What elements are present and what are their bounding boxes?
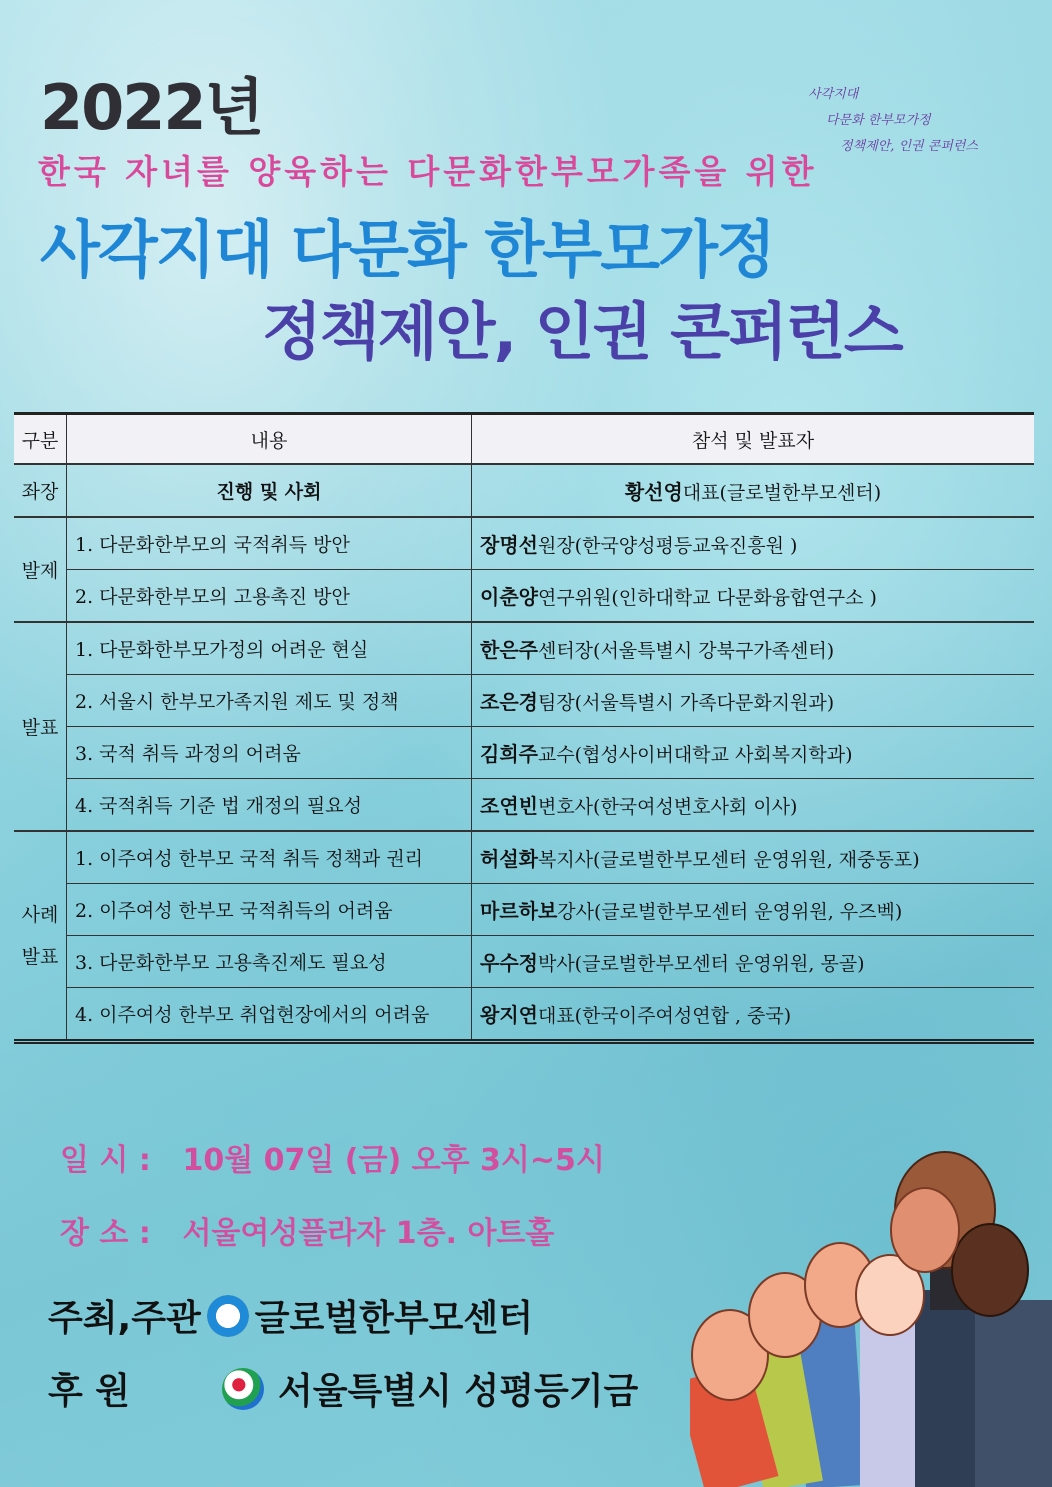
handwritten-note bbox=[808, 82, 1018, 160]
date-value: 10월 07일 (금) 오후 3시~5시 bbox=[182, 1143, 605, 1178]
host-organizer bbox=[48, 1290, 533, 1341]
speaker-cell bbox=[472, 936, 1035, 988]
topic-cell: 2. 다문화한부모의 고용촉진 방안 bbox=[67, 570, 472, 623]
main-title-line1: 사각지대 다문화 한부모가정 bbox=[40, 213, 774, 286]
place-label: 장 소 : bbox=[60, 1216, 151, 1251]
speaker-cell bbox=[472, 517, 1035, 570]
center-logo-icon bbox=[207, 1295, 249, 1337]
host-label: 주최,주관 bbox=[48, 1298, 201, 1339]
table-row bbox=[14, 779, 1034, 832]
topic-cell: 1. 이주여성 한부모 국적 취득 정책과 권리 bbox=[67, 831, 472, 884]
speaker-name: 왕지연 bbox=[480, 1003, 538, 1027]
sponsor bbox=[48, 1363, 638, 1414]
schedule-table bbox=[14, 412, 1034, 1044]
category-cell: 사례 발표 bbox=[14, 831, 67, 1042]
speaker-cell bbox=[472, 779, 1035, 832]
seoul-logo-icon bbox=[222, 1368, 264, 1410]
subtitle: 한국 자녀를 양육하는 다문화한부모가족을 위한 bbox=[38, 152, 818, 191]
topic-cell: 3. 국적 취득 과정의 어려움 bbox=[67, 727, 472, 779]
category-cell: 발제 bbox=[14, 517, 67, 622]
speaker-name: 이춘양 bbox=[480, 585, 538, 609]
speaker-role: 팀장(서울특별시 가족다문화지원과) bbox=[537, 692, 835, 714]
topic-cell: 4. 국적취득 기준 법 개정의 필요성 bbox=[67, 779, 472, 832]
category-cell: 좌장 bbox=[14, 464, 67, 517]
speaker-role: 복지사(글로벌한부모센터 운영위원, 재중동포) bbox=[537, 849, 920, 871]
year-title: 2022년 bbox=[40, 71, 263, 144]
speaker-name: 한은주 bbox=[480, 638, 538, 662]
topic-cell: 1. 다문화한부모의 국적취득 방안 bbox=[67, 517, 472, 570]
event-place bbox=[60, 1208, 554, 1252]
speaker-cell bbox=[472, 675, 1035, 727]
speaker-name: 우수정 bbox=[480, 951, 538, 975]
speaker-role: 박사(글로벌한부모센터 운영위원, 몽골) bbox=[537, 953, 865, 975]
speaker-cell bbox=[472, 988, 1035, 1042]
topic-cell: 2. 이주여성 한부모 국적취득의 어려움 bbox=[67, 884, 472, 936]
speaker-role: 교수(협성사이버대학교 사회복지학과) bbox=[537, 744, 853, 766]
speaker-role: 원장(한국양성평등교육진흥원 ) bbox=[537, 535, 798, 557]
event-date bbox=[60, 1135, 605, 1179]
date-label: 일 시 : bbox=[60, 1143, 151, 1178]
table-row bbox=[14, 988, 1034, 1042]
speaker-name: 장명선 bbox=[480, 533, 538, 557]
speaker-role: 강사(글로벌한부모센터 운영위원, 우즈벡) bbox=[557, 901, 903, 923]
speaker-name: 황선영 bbox=[624, 480, 683, 504]
speaker-role: 연구위원(인하대학교 다문화융합연구소 ) bbox=[537, 587, 877, 609]
speaker-role: 대표(한국이주여성연합 , 중국) bbox=[537, 1005, 792, 1027]
topic-cell: 4. 이주여성 한부모 취업현장에서의 어려움 bbox=[67, 988, 472, 1042]
header-speaker: 참석 및 발표자 bbox=[472, 414, 1035, 465]
table-row bbox=[14, 936, 1034, 988]
header-category: 구분 bbox=[14, 414, 67, 465]
speaker-role: 대표(글로벌한부모센터) bbox=[682, 482, 882, 504]
speaker-cell bbox=[472, 884, 1035, 936]
support-name: 서울특별시 성평등기금 bbox=[278, 1371, 639, 1412]
speaker-cell bbox=[472, 570, 1035, 623]
support-label: 후 원 bbox=[48, 1371, 131, 1412]
table-row bbox=[14, 622, 1034, 675]
table-row bbox=[14, 675, 1034, 727]
topic-cell: 2. 서울시 한부모가족지원 제도 및 정책 bbox=[67, 675, 472, 727]
table-row bbox=[14, 570, 1034, 623]
category-cell: 발표 bbox=[14, 622, 67, 831]
speaker-cell bbox=[472, 622, 1035, 675]
speaker-name: 마르하보 bbox=[480, 899, 558, 923]
speaker-role: 변호사(한국여성변호사회 이사) bbox=[537, 796, 798, 818]
table-row bbox=[14, 464, 1034, 517]
topic-cell: 1. 다문화한부모가정의 어려운 현실 bbox=[67, 622, 472, 675]
speaker-role: 센터장(서울특별시 강북구가족센터) bbox=[537, 640, 835, 662]
table-row bbox=[14, 727, 1034, 779]
host-name: 글로벌한부모센터 bbox=[254, 1298, 533, 1339]
speaker-cell bbox=[472, 727, 1035, 779]
topic-cell: 3. 다문화한부모 고용촉진제도 필요성 bbox=[67, 936, 472, 988]
table-row bbox=[14, 831, 1034, 884]
speaker-name: 조연빈 bbox=[480, 794, 538, 818]
table-row bbox=[14, 884, 1034, 936]
handwritten-line: 정책제안, 인권 콘퍼런스 bbox=[840, 139, 978, 154]
header-content: 내용 bbox=[67, 414, 472, 465]
place-value: 서울여성플라자 1층. 아트홀 bbox=[182, 1216, 555, 1251]
handwritten-line: 사각지대 bbox=[808, 87, 859, 102]
speaker-name: 조은경 bbox=[480, 690, 538, 714]
main-title-line2: 정책제안, 인권 콘퍼런스 bbox=[262, 295, 902, 368]
raised-hands-illustration bbox=[690, 1110, 1052, 1487]
table-row bbox=[14, 517, 1034, 570]
table-header-row bbox=[14, 414, 1034, 465]
speaker-cell bbox=[472, 831, 1035, 884]
speaker-cell bbox=[472, 464, 1035, 517]
speaker-name: 허설화 bbox=[480, 847, 538, 871]
handwritten-line: 다문화 한부모가정 bbox=[826, 113, 931, 128]
topic-cell: 진행 및 사회 bbox=[67, 464, 472, 517]
speaker-name: 김희주 bbox=[480, 742, 538, 766]
